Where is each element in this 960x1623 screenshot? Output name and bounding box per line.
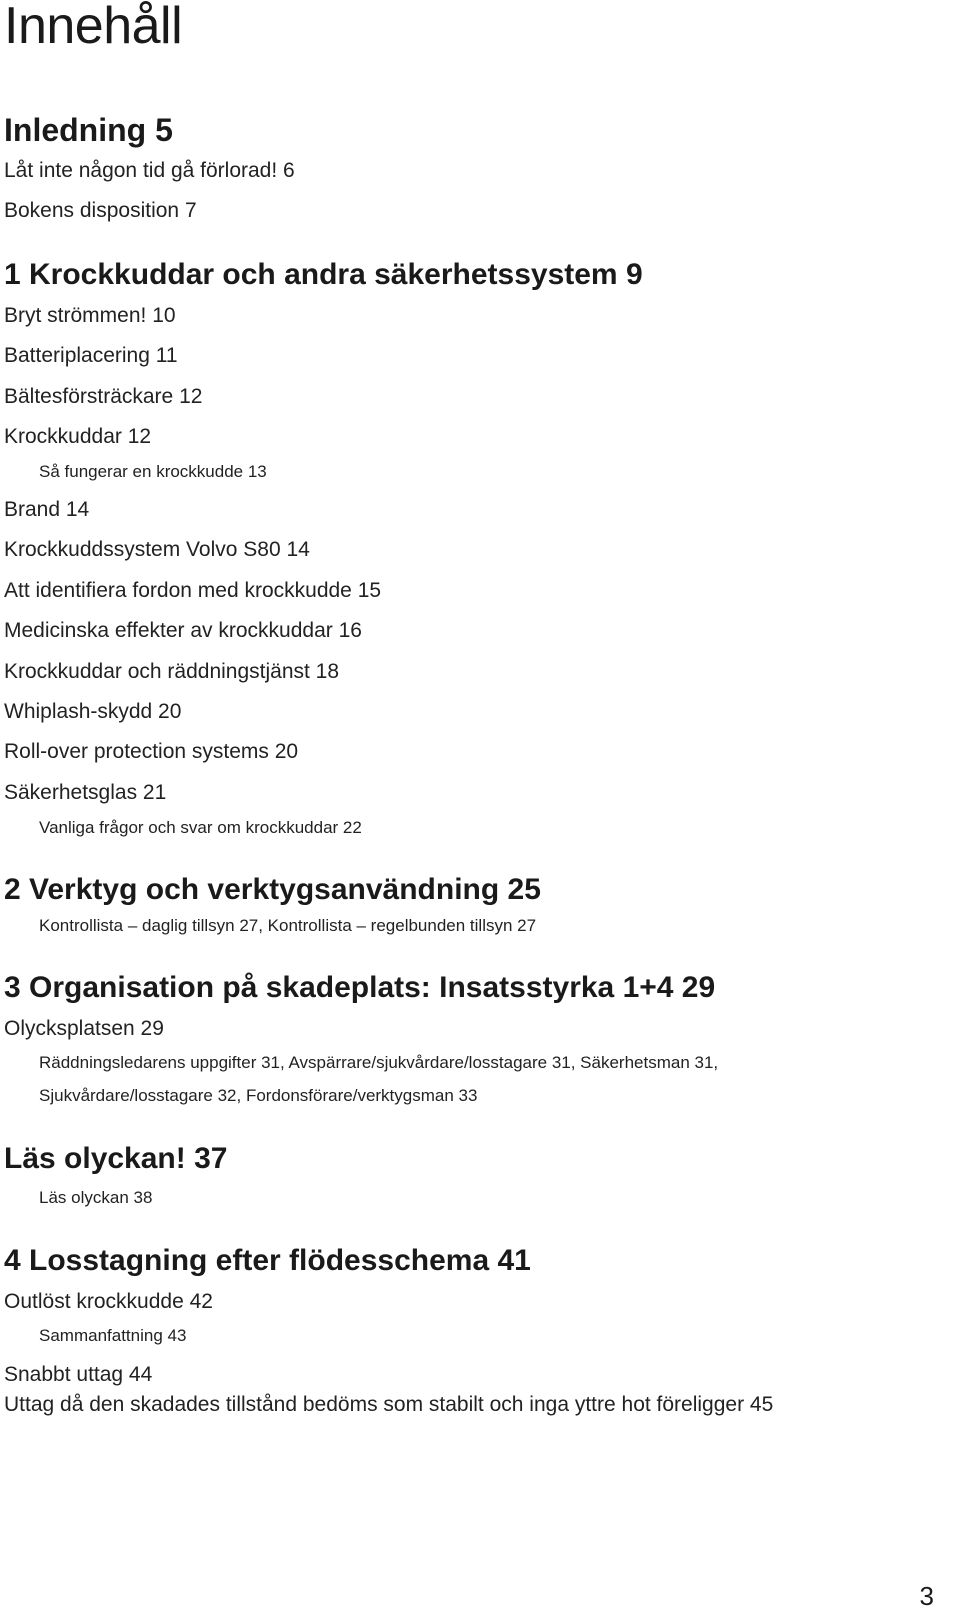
toc-chapter-heading: 2 Verktyg och verktygsanvändning 25 <box>4 873 541 906</box>
toc-entry: Medicinska effekter av krockkuddar 16 <box>4 619 362 642</box>
toc-entry: Olycksplatsen 29 <box>4 1017 164 1040</box>
toc-entry: Batteriplacering 11 <box>4 344 178 367</box>
toc-chapter-heading: Läs olyckan! 37 <box>4 1142 228 1175</box>
toc-subentry: Sjukvårdare/losstagare 32, Fordonsförare/verktygsman 33 <box>39 1086 478 1105</box>
toc-entry: Säkerhetsglas 21 <box>4 781 167 804</box>
toc-entry: Outlöst krockkudde 42 <box>4 1290 213 1313</box>
toc-entry: Brand 14 <box>4 498 90 521</box>
page-title: Innehåll <box>4 0 183 55</box>
toc-subentry: Så fungerar en krockkudde 13 <box>39 462 267 481</box>
toc-subentry: Räddningsledarens uppgifter 31, Avspärrare/sjukvårdare/losstagare 31, Säkerhetsman 31, <box>39 1053 719 1072</box>
toc-entry: Krockkuddar och räddningstjänst 18 <box>4 660 340 683</box>
toc-chapter-heading: 4 Losstagning efter flödesschema 41 <box>4 1244 531 1277</box>
toc-subentry: Sammanfattning 43 <box>39 1326 187 1345</box>
toc-chapter-heading: 3 Organisation på skadeplats: Insatsstyrka 1+4 29 <box>4 971 716 1004</box>
toc-entry: Uttag då den skadades tillstånd bedöms som stabilt och inga yttre hot föreligger 45 <box>4 1393 774 1416</box>
toc-entry: Snabbt uttag 44 <box>4 1363 153 1386</box>
toc-entry: Bryt strömmen! 10 <box>4 304 176 327</box>
toc-part-heading: Inledning 5 <box>4 112 173 148</box>
toc-entry: Att identifiera fordon med krockkudde 15 <box>4 579 382 602</box>
toc-entry: Krockkuddssystem Volvo S80 14 <box>4 538 310 561</box>
toc-entry: Låt inte någon tid gå förlorad! 6 <box>4 159 295 182</box>
toc-entry: Whiplash-skydd 20 <box>4 700 182 723</box>
toc-subentry: Läs olyckan 38 <box>39 1188 153 1207</box>
toc-subentry: Kontrollista – daglig tillsyn 27, Kontrollista – regelbunden tillsyn 27 <box>39 916 537 935</box>
toc-subentry: Vanliga frågor och svar om krockkuddar 22 <box>39 818 362 837</box>
toc-entry: Bältesförsträckare 12 <box>4 385 203 408</box>
toc-entry: Roll-over protection systems 20 <box>4 740 299 763</box>
page-number: 3 <box>919 1581 934 1611</box>
toc-chapter-heading: 1 Krockkuddar och andra säkerhetssystem 9 <box>4 258 643 291</box>
toc-entry: Krockkuddar 12 <box>4 425 152 448</box>
toc-entry: Bokens disposition 7 <box>4 199 197 222</box>
